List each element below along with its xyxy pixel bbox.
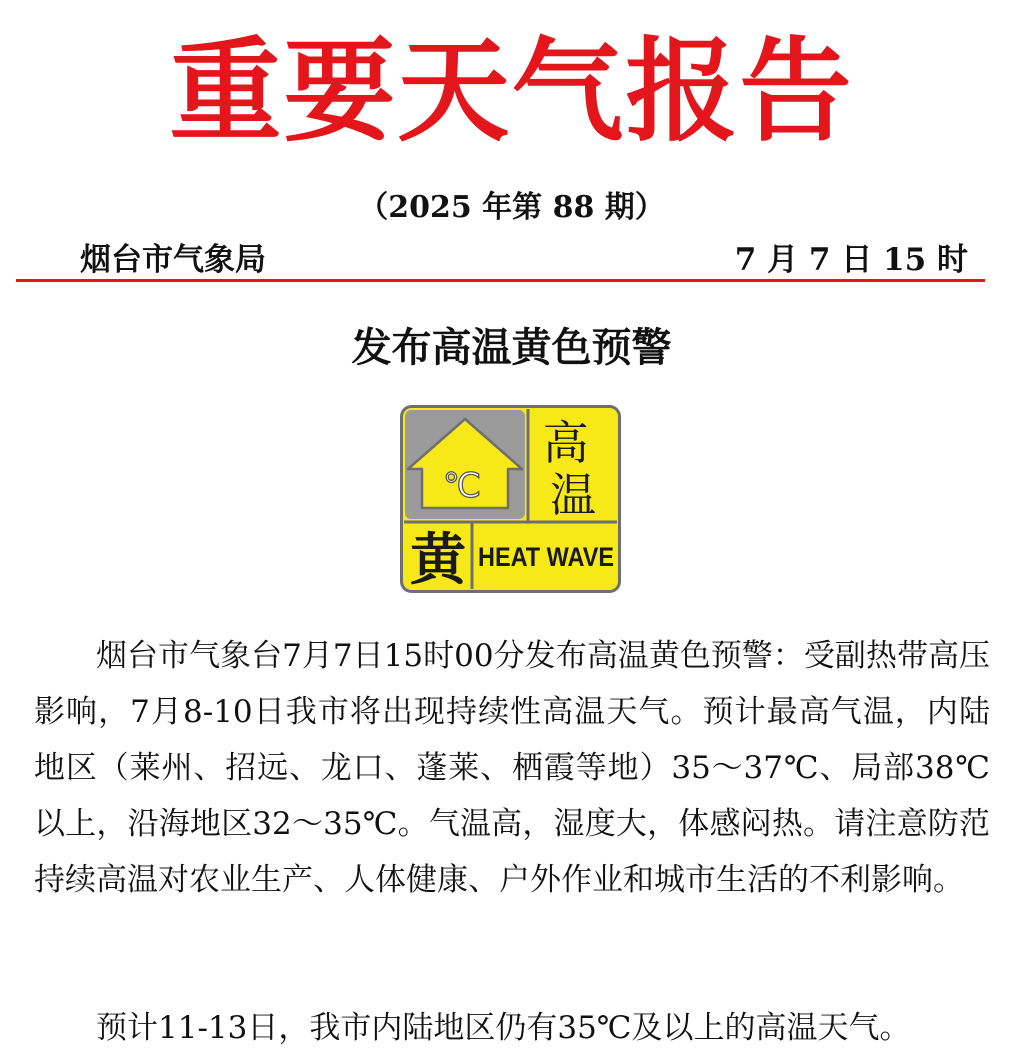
heat-wave-label: HEAT WAVE xyxy=(478,542,614,572)
celsius-icon: ℃ xyxy=(442,466,482,506)
warning-headline: 发布高温黄色预警 xyxy=(351,325,672,371)
issue-datetime: 7 月 7 日 15 时 xyxy=(734,242,968,278)
body-paragraph: 烟台市气象台7月7日15时00分发布高温黄色预警：受副热带高压影响，7月8-10日我市将出现持续性高温天气。预计最高气温，内陆地区（莱州、招远、龙口、蓬莱、栖霞等地）35～37℃、局部38℃以上，沿海地区32～35℃。气温高，湿度大，体感闷热。请注意防范持续高温对农业生产、人体健康、户外作业和城市生活的不利影响。 xyxy=(34,638,990,898)
issue-number: （2025 年第 88 期） xyxy=(358,190,665,225)
header-divider xyxy=(16,279,985,282)
warning-level-text: 黄 xyxy=(410,528,466,593)
warning-type-text: 高 温 xyxy=(542,416,596,522)
heat-wave-yellow-warning-icon xyxy=(400,405,621,593)
issuing-agency: 烟台市气象局 xyxy=(80,242,266,278)
body-paragraph: 预计11-13日，我市内陆地区仍有35℃及以上的高温天气。 xyxy=(96,1010,911,1046)
report-masthead-title: 重要天气报告 xyxy=(169,26,854,157)
